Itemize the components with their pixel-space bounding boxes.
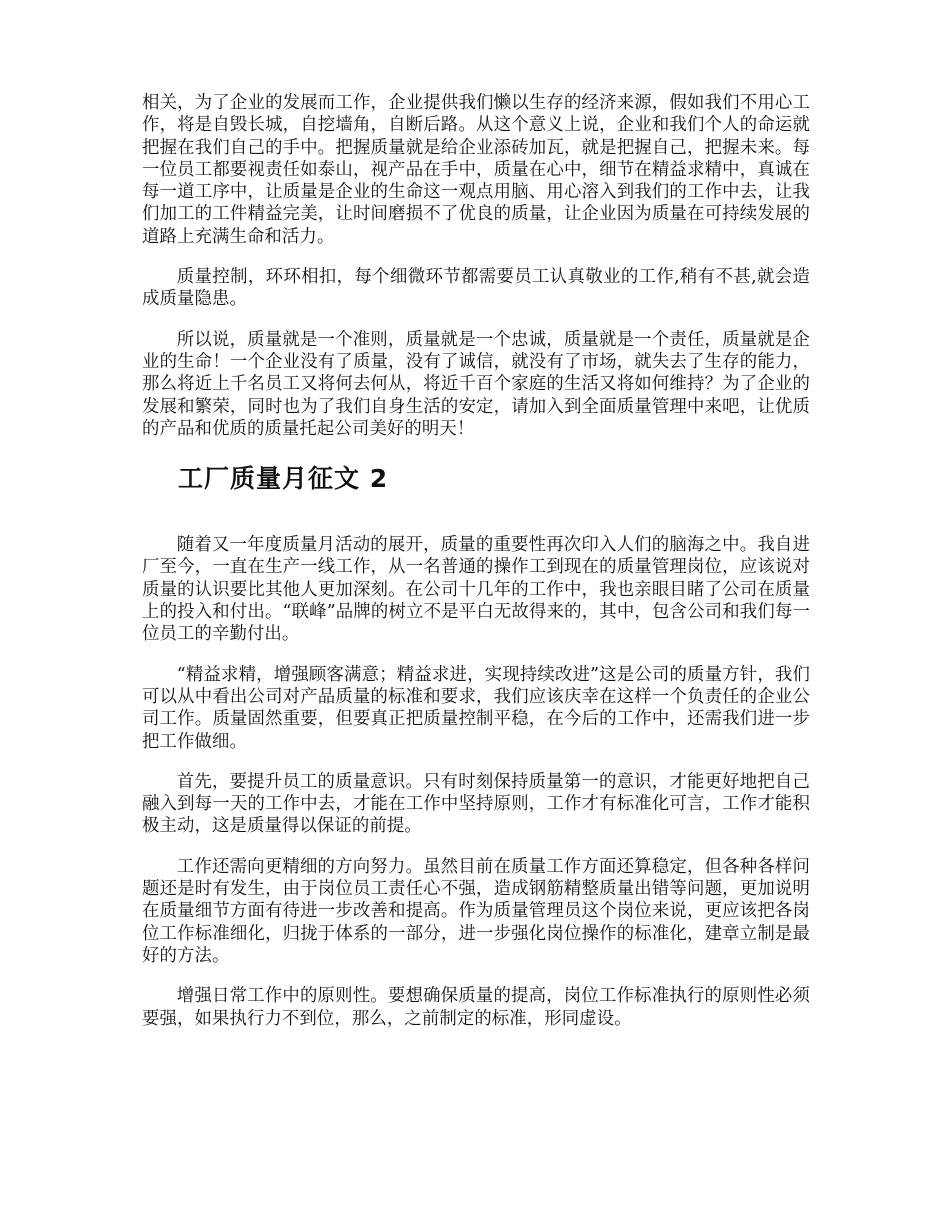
paragraph-policy: “精益求精，增强顾客满意；精益求进，实现持续改进”这是公司的质量方针，我们可以从中看出公司对产品质量的标准和要求，我们应该庆幸在这样一个负责任的企业公司工作。质量固然重要，但要真正把质量控制平稳，在今后的工作中，还需我们进一步把工作做细。: [142, 664, 810, 752]
section-heading: 工厂质量月征文 2: [178, 464, 389, 494]
paragraph-conclusion: 所以说，质量就是一个准则，质量就是一个忠诚，质量就是一个责任，质量就是企业的生命！一个企业没有了质量，没有了诚信，就没有了市场，就失去了生存的能力，那么将近上千名员工又将何去何从，将近千百个家庭的生活又将如何维持？为了企业的发展和繁荣，同时也为了我们自身生活的安定，请加入到全面质量管理中来吧，让优质的产品和优质的质量托起公司美好的明天！: [142, 329, 810, 439]
paragraph-refinement: 工作还需向更精细的方向努力。虽然目前在质量工作方面还算稳定，但各种各样问题还是时有发生，由于岗位员工责任心不强，造成钢筋精整质量出错等问题，更加说明在质量细节方面有待进一步改善和提高。作为质量管理员这个岗位来说，更应该把各岗位工作标准细化，归拢于体系的一部分，进一步强化岗位操作的标准化，建章立制是最好的方法。: [142, 856, 810, 966]
paragraph-continuation: 相关，为了企业的发展而工作，企业提供我们懒以生存的经济来源，假如我们不用心工作，将是自毁长城，自挖墙角，自断后路。从这个意义上说，企业和我们个人的命运就把握在我们自己的手中。把握质量就是给企业添砖加瓦，就是把握自己，把握未来。每一位员工都要视责任如泰山，视产品在手中，质量在心中，细节在精益求精中，真诚在每一道工序中，让质量是企业的生命这一观点用脑、用心溶入到我们的工作中去，让我们加工的工件精益完美，让时间磨损不了优良的质量，让企业因为质量在可持续发展的道路上充满生命和活力。: [142, 93, 810, 247]
paragraph-principle: 增强日常工作中的原则性。要想确保质量的提高，岗位工作标准执行的原则性必须要强，如果执行力不到位，那么，之前制定的标准，形同虚设。: [142, 986, 810, 1029]
paragraph-awareness: 首先，要提升员工的质量意识。只有时刻保持质量第一的意识，才能更好地把自己融入到每一天的工作中去，才能在工作中坚持原则，工作才有标准化可言，工作才能积极主动，这是质量得以保证的前提。: [142, 771, 810, 837]
paragraph-quality-control: 质量控制，环环相扣，每个细微环节都需要员工认真敬业的工作,稍有不甚,就会造成质量隐患。: [142, 267, 810, 310]
document-page: [142, 92, 810, 1030]
paragraph-intro: 随着又一年度质量月活动的展开，质量的重要性再次印入人们的脑海之中。我自进厂至今，一直在生产一线工作，从一名普通的操作工到现在的质量管理岗位，应该说对质量的认识要比其他人更加深刻。在公司十几年的工作中，我也亲眼目睹了公司在质量上的投入和付出。“联峰”品牌的树立不是平白无故得来的，其中，包含公司和我们每一位员工的辛勤付出。: [142, 535, 810, 645]
